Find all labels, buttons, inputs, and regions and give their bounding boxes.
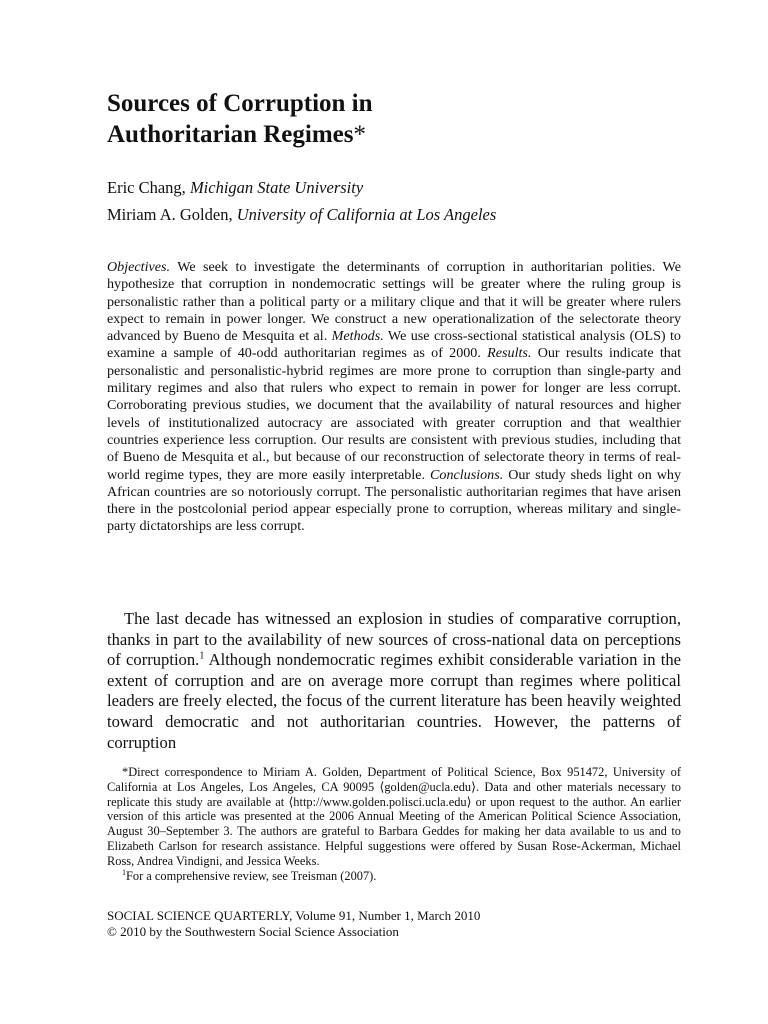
author-line [107,178,363,198]
author-line [107,205,496,225]
abstract [107,259,681,536]
footnotes [107,765,681,883]
author-name: Miriam A. Golden, [107,205,233,224]
author-affiliation: Michigan State University [189,178,364,197]
author-affiliation: University of California at Los Angeles [236,205,497,224]
body-paragraph [107,609,681,753]
journal-citation-block [107,908,681,940]
article-title [107,88,527,150]
footnote-1 [107,869,681,884]
abstract-conclusions-label: Conclusions. [430,466,504,483]
footnote-1-text: For a comprehensive review, see Treisman (2007). [126,868,377,883]
abstract-results-label: Results. [487,345,532,362]
abstract-objectives-text: We seek to investigate the determinants of corruption in authoritarian polities. We hypothesize that corruption in nondemocratic settings will be greater where the ruling group is personalistic rather than a political party or a military clique and that it will be greater where rulers expect to remain in power longer. We construct a new operationalization of the selectorate theory advanced by Bueno de Mesquita et al. [107,259,681,345]
copyright-notice: © 2010 by the Southwestern Social Science Association [107,924,399,939]
body-text-start: The last decade has witnessed an explosion in studies of comparative corruption, thanks in part to the availability of new sources of cross-national data on perceptions of corruption. [107,609,681,670]
abstract-methods-text: We use cross-sectional statistical analysis (OLS) to examine a sample of 40-odd authoritarian regimes as of 2000. [107,328,681,362]
footnote-1-marker: 1 [122,867,126,877]
abstract-objectives-label: Objectives. [107,259,171,275]
abstract-results-text: Our results indicate that personalistic and personalistic-hybrid regimes are more prone to corruption than single-party and military regimes and also that rulers who expect to remain in power for longer are less corrupt. Corroborating previous studies, we document that the availability of natural resources and higher levels of institutionalized autocracy are associated with greater corruption and that wealthier countries experience less corruption. Our results are consistent with previous studies, including that of Bueno de Mesquita et al., but because of our reconstruction of selectorate theory in terms of real-world regime types, they are more easily interpretable. [107,345,681,483]
author-name: Eric Chang, [107,178,186,197]
title-footnote-marker: * [353,121,366,148]
article-title-text: Sources of Corruption in Authoritarian Regimes [107,90,373,148]
correspondence-footnote: *Direct correspondence to Miriam A. Golden, Department of Political Science, Box 951472, University of California at Los Angeles, Los Angeles, CA 90095 ⟨golden@ucla.edu⟩. Data and other materials necessary to replicate this study are available at ⟨http://www.golden.polisci.ucla.edu⟩ or upon request to the author. An earlier version of this article was presented at the 2006 Annual Meeting of the American Political Science Association, August 30–September 3. The authors are grateful to Barbara Geddes for making her data available to us and to Elizabeth Carlson for research assistance. Helpful suggestions were offered by Susan Rose-Ackerman, Michael Ross, Andrea Vindigni, and Jessica Weeks. [107,765,681,868]
abstract-methods-label: Methods. [331,328,384,345]
footnote-reference: 1 [199,650,205,662]
abstract-conclusions-text: Our study sheds light on why African countries are so notoriously corrupt. The personalistic authoritarian regimes that have arisen there in the postcolonial period appear especially prone to corruption, whereas military and single-party dictatorships are less corrupt. [107,466,681,535]
journal-citation: SOCIAL SCIENCE QUARTERLY, Volume 91, Number 1, March 2010 [107,908,481,923]
body-text-continued: Although nondemocratic regimes exhibit considerable variation in the extent of corruption and are on average more corrupt than regimes where political leaders are freely elected, the focus of the current literature has been heavily weighted toward democratic and not authoritarian countries. However, the patterns of corruption [107,650,681,752]
